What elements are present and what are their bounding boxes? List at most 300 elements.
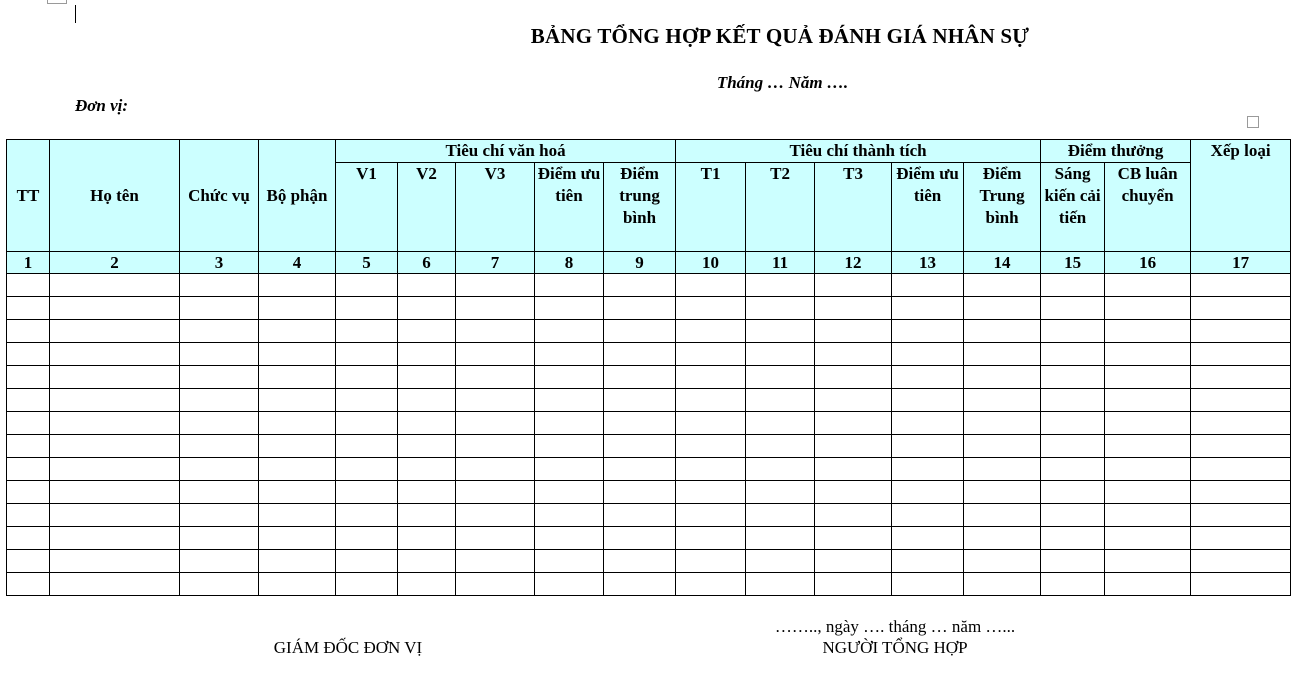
table-cell[interactable] [7, 274, 50, 297]
table-cell[interactable] [676, 320, 746, 343]
table-cell[interactable] [259, 504, 336, 527]
table-cell[interactable] [746, 504, 815, 527]
table-cell[interactable] [746, 274, 815, 297]
header-culture-group: Tiêu chí văn hoá [336, 140, 676, 163]
table-cell[interactable] [1191, 274, 1291, 297]
table-cell[interactable] [1191, 435, 1291, 458]
table-cell[interactable] [1041, 573, 1105, 596]
table-cell[interactable] [892, 550, 964, 573]
table-cell[interactable] [1105, 274, 1191, 297]
table-cell[interactable] [398, 366, 456, 389]
table-cell[interactable] [676, 343, 746, 366]
table-cell[interactable] [892, 320, 964, 343]
table-cell[interactable] [1041, 274, 1105, 297]
column-number: 11 [746, 252, 815, 274]
table-cell[interactable] [676, 274, 746, 297]
table-cell[interactable] [1041, 366, 1105, 389]
table-cell[interactable] [535, 527, 604, 550]
column-number: 13 [892, 252, 964, 274]
table-cell[interactable] [746, 527, 815, 550]
table-row [7, 412, 1291, 435]
table-cell[interactable] [746, 343, 815, 366]
table-cell[interactable] [180, 481, 259, 504]
header-t1: T1 [676, 163, 746, 252]
text-cursor [75, 5, 76, 23]
table-row [7, 320, 1291, 343]
table-cell[interactable] [398, 343, 456, 366]
table-cell[interactable] [1191, 343, 1291, 366]
table-row [7, 527, 1291, 550]
table-cell[interactable] [746, 366, 815, 389]
table-cell[interactable] [815, 573, 892, 596]
header-t2: T2 [746, 163, 815, 252]
table-cell[interactable] [398, 389, 456, 412]
table-row [7, 573, 1291, 596]
table-cell[interactable] [964, 527, 1041, 550]
header-ranking: Xếp loại [1191, 140, 1291, 252]
table-cell[interactable] [50, 412, 180, 435]
header-department: Bộ phận [259, 140, 336, 252]
table-anchor-icon [1247, 116, 1259, 128]
table-cell[interactable] [1191, 458, 1291, 481]
table-cell[interactable] [50, 481, 180, 504]
header-culture-priority: Điểm ưu tiên [535, 163, 604, 252]
table-cell[interactable] [1191, 550, 1291, 573]
table-cell[interactable] [50, 343, 180, 366]
table-cell[interactable] [336, 504, 398, 527]
table-cell[interactable] [7, 458, 50, 481]
table-cell[interactable] [676, 550, 746, 573]
table-cell[interactable] [180, 573, 259, 596]
table-cell[interactable] [259, 412, 336, 435]
table-cell[interactable] [964, 366, 1041, 389]
table-body [7, 252, 1291, 596]
table-cell[interactable] [180, 435, 259, 458]
page-title: BẢNG TỔNG HỢP KẾT QUẢ ĐÁNH GIÁ NHÂN SỰ [530, 24, 1030, 48]
table-cell[interactable] [7, 504, 50, 527]
table-cell[interactable] [398, 527, 456, 550]
table-cell[interactable] [1105, 550, 1191, 573]
table-cell[interactable] [50, 366, 180, 389]
table-cell[interactable] [456, 343, 535, 366]
table-cell[interactable] [180, 527, 259, 550]
column-number: 10 [676, 252, 746, 274]
table-cell[interactable] [336, 297, 398, 320]
table-cell[interactable] [398, 412, 456, 435]
table-cell[interactable] [259, 343, 336, 366]
table-cell[interactable] [1041, 320, 1105, 343]
table-cell[interactable] [180, 297, 259, 320]
table-cell[interactable] [1191, 389, 1291, 412]
table-cell[interactable] [815, 458, 892, 481]
table-cell[interactable] [815, 366, 892, 389]
table-cell[interactable] [892, 527, 964, 550]
table-cell[interactable] [398, 550, 456, 573]
table-cell[interactable] [336, 435, 398, 458]
table-cell[interactable] [398, 320, 456, 343]
table-cell[interactable] [604, 458, 676, 481]
table-cell[interactable] [259, 274, 336, 297]
table-cell[interactable] [676, 573, 746, 596]
table-row [7, 458, 1291, 481]
table-cell[interactable] [892, 366, 964, 389]
table-cell[interactable] [1105, 458, 1191, 481]
table-cell[interactable] [964, 435, 1041, 458]
table-cell[interactable] [50, 573, 180, 596]
table-cell[interactable] [50, 504, 180, 527]
table-cell[interactable] [456, 389, 535, 412]
table-cell[interactable] [7, 412, 50, 435]
table-cell[interactable] [746, 573, 815, 596]
table-cell[interactable] [1105, 481, 1191, 504]
table-cell[interactable] [7, 550, 50, 573]
column-number: 1 [7, 252, 50, 274]
table-cell[interactable] [180, 366, 259, 389]
table-cell[interactable] [398, 435, 456, 458]
table-cell[interactable] [676, 458, 746, 481]
table-cell[interactable] [815, 435, 892, 458]
table-cell[interactable] [604, 389, 676, 412]
table-cell[interactable] [7, 435, 50, 458]
table-cell[interactable] [815, 481, 892, 504]
table-cell[interactable] [892, 389, 964, 412]
table-cell[interactable] [1105, 435, 1191, 458]
header-tt: TT [7, 140, 50, 252]
column-number: 6 [398, 252, 456, 274]
table-cell[interactable] [535, 458, 604, 481]
table-cell[interactable] [892, 412, 964, 435]
header-achievement-average: Điểm Trung bình [964, 163, 1041, 252]
compiler-signature-label: NGƯỜI TỔNG HỢP [822, 638, 968, 657]
director-signature-label: GIÁM ĐỐC ĐƠN VỊ [273, 638, 423, 657]
table-cell[interactable] [1105, 573, 1191, 596]
table-cell[interactable] [815, 320, 892, 343]
table-cell[interactable] [259, 550, 336, 573]
table-cell[interactable] [1041, 458, 1105, 481]
table-cell[interactable] [964, 389, 1041, 412]
table-row [7, 481, 1291, 504]
table-cell[interactable] [336, 458, 398, 481]
table-cell[interactable] [746, 435, 815, 458]
table-cell[interactable] [50, 527, 180, 550]
table-cell[interactable] [535, 435, 604, 458]
table-cell[interactable] [746, 389, 815, 412]
column-number: 12 [815, 252, 892, 274]
table-cell[interactable] [1105, 504, 1191, 527]
table-cell[interactable] [336, 366, 398, 389]
table-cell[interactable] [1105, 320, 1191, 343]
table-cell[interactable] [815, 504, 892, 527]
table-cell[interactable] [259, 573, 336, 596]
header-bonus-group: Điểm thưởng [1041, 140, 1191, 163]
table-cell[interactable] [50, 550, 180, 573]
table-cell[interactable] [535, 412, 604, 435]
table-cell[interactable] [892, 481, 964, 504]
table-cell[interactable] [7, 297, 50, 320]
table-cell[interactable] [1191, 297, 1291, 320]
table-cell[interactable] [50, 274, 180, 297]
table-cell[interactable] [456, 320, 535, 343]
table-cell[interactable] [964, 481, 1041, 504]
header-t3: T3 [815, 163, 892, 252]
table-cell[interactable] [535, 481, 604, 504]
table-cell[interactable] [746, 412, 815, 435]
table-cell[interactable] [1191, 366, 1291, 389]
table-cell[interactable] [456, 458, 535, 481]
table-cell[interactable] [7, 481, 50, 504]
header-achievement-group: Tiêu chí thành tích [676, 140, 1041, 163]
column-number: 17 [1191, 252, 1291, 274]
table-cell[interactable] [1041, 412, 1105, 435]
table-cell[interactable] [336, 527, 398, 550]
table-cell[interactable] [746, 550, 815, 573]
table-cell[interactable] [180, 412, 259, 435]
table-cell[interactable] [259, 320, 336, 343]
table-cell[interactable] [1105, 343, 1191, 366]
table-cell[interactable] [892, 297, 964, 320]
table-cell[interactable] [815, 389, 892, 412]
header-v3: V3 [456, 163, 535, 252]
table-row [7, 297, 1291, 320]
table-cell[interactable] [7, 343, 50, 366]
table-cell[interactable] [604, 274, 676, 297]
table-cell[interactable] [964, 412, 1041, 435]
table-cell[interactable] [676, 297, 746, 320]
table-cell[interactable] [535, 550, 604, 573]
column-number: 15 [1041, 252, 1105, 274]
header-initiative: Sáng kiến cải tiến [1041, 163, 1105, 252]
period-line: Tháng … Năm …. [716, 73, 849, 92]
table-cell[interactable] [50, 320, 180, 343]
table-cell[interactable] [456, 435, 535, 458]
table-row [7, 435, 1291, 458]
table-cell[interactable] [1105, 297, 1191, 320]
table-row [7, 389, 1291, 412]
table-cell[interactable] [676, 435, 746, 458]
table-cell[interactable] [336, 550, 398, 573]
table-cell[interactable] [456, 550, 535, 573]
column-number: 14 [964, 252, 1041, 274]
table-cell[interactable] [1191, 481, 1291, 504]
table-row [7, 366, 1291, 389]
table-cell[interactable] [604, 412, 676, 435]
table-cell[interactable] [815, 297, 892, 320]
table-cell[interactable] [604, 435, 676, 458]
table-cell[interactable] [259, 297, 336, 320]
table-cell[interactable] [1041, 527, 1105, 550]
table-cell[interactable] [535, 320, 604, 343]
table-cell[interactable] [50, 458, 180, 481]
header-v1: V1 [336, 163, 398, 252]
table-cell[interactable] [676, 412, 746, 435]
table-row [7, 550, 1291, 573]
table-cell[interactable] [535, 573, 604, 596]
anchor-mark-icon [47, 0, 67, 4]
table-cell[interactable] [456, 481, 535, 504]
table-cell[interactable] [336, 412, 398, 435]
table-cell[interactable] [604, 504, 676, 527]
table-cell[interactable] [7, 527, 50, 550]
table-cell[interactable] [50, 389, 180, 412]
table-cell[interactable] [180, 458, 259, 481]
table-cell[interactable] [1105, 389, 1191, 412]
table-cell[interactable] [1191, 504, 1291, 527]
column-number: 5 [336, 252, 398, 274]
table-cell[interactable] [964, 274, 1041, 297]
header-achievement-priority: Điểm ưu tiên [892, 163, 964, 252]
table-cell[interactable] [180, 389, 259, 412]
table-cell[interactable] [1041, 297, 1105, 320]
header-full-name: Họ tên [50, 140, 180, 252]
date-line: …….., ngày …. tháng … năm …... [774, 617, 1016, 636]
table-cell[interactable] [180, 320, 259, 343]
table-cell[interactable] [604, 481, 676, 504]
table-cell[interactable] [892, 573, 964, 596]
table-cell[interactable] [604, 550, 676, 573]
header-position: Chức vụ [180, 140, 259, 252]
table-cell[interactable] [1191, 320, 1291, 343]
column-number: 4 [259, 252, 336, 274]
table-row [7, 504, 1291, 527]
table-cell[interactable] [604, 320, 676, 343]
header-culture-average: Điểm trung bình [604, 163, 676, 252]
evaluation-table [6, 139, 1291, 596]
table-cell[interactable] [604, 366, 676, 389]
table-cell[interactable] [336, 274, 398, 297]
table-cell[interactable] [7, 573, 50, 596]
table-cell[interactable] [964, 458, 1041, 481]
table-cell[interactable] [259, 366, 336, 389]
table-cell[interactable] [604, 527, 676, 550]
table-cell[interactable] [964, 343, 1041, 366]
table-cell[interactable] [746, 458, 815, 481]
table-cell[interactable] [535, 343, 604, 366]
table-cell[interactable] [259, 458, 336, 481]
table-cell[interactable] [676, 504, 746, 527]
table-cell[interactable] [259, 527, 336, 550]
table-cell[interactable] [535, 366, 604, 389]
table-cell[interactable] [336, 481, 398, 504]
table-cell[interactable] [398, 458, 456, 481]
table-cell[interactable] [259, 389, 336, 412]
column-number: 3 [180, 252, 259, 274]
table-cell[interactable] [180, 550, 259, 573]
header-rotation: CB luân chuyển [1105, 163, 1191, 252]
table-cell[interactable] [7, 320, 50, 343]
table-cell[interactable] [180, 504, 259, 527]
table-cell[interactable] [398, 297, 456, 320]
table-cell[interactable] [1105, 527, 1191, 550]
table-cell[interactable] [892, 274, 964, 297]
table-cell[interactable] [1105, 412, 1191, 435]
table-cell[interactable] [964, 320, 1041, 343]
table-cell[interactable] [676, 527, 746, 550]
table-cell[interactable] [964, 297, 1041, 320]
table-cell[interactable] [180, 343, 259, 366]
column-number: 8 [535, 252, 604, 274]
table-cell[interactable] [1041, 504, 1105, 527]
table-cell[interactable] [456, 274, 535, 297]
table-cell[interactable] [604, 297, 676, 320]
table-cell[interactable] [1191, 412, 1291, 435]
table-cell[interactable] [456, 297, 535, 320]
table-cell[interactable] [535, 274, 604, 297]
table-cell[interactable] [964, 550, 1041, 573]
table-cell[interactable] [259, 435, 336, 458]
table-cell[interactable] [815, 412, 892, 435]
header-v2: V2 [398, 163, 456, 252]
table-cell[interactable] [815, 550, 892, 573]
table-cell[interactable] [456, 573, 535, 596]
unit-label: Đơn vị: [75, 96, 129, 115]
table-cell[interactable] [892, 504, 964, 527]
table-cell[interactable] [50, 297, 180, 320]
table-cell[interactable] [815, 343, 892, 366]
table-cell[interactable] [1191, 527, 1291, 550]
table-cell[interactable] [50, 435, 180, 458]
table-cell[interactable] [336, 343, 398, 366]
table-cell[interactable] [815, 527, 892, 550]
table-cell[interactable] [676, 481, 746, 504]
column-number: 7 [456, 252, 535, 274]
table-cell[interactable] [892, 343, 964, 366]
table-cell[interactable] [676, 366, 746, 389]
table-cell[interactable] [892, 458, 964, 481]
table-cell[interactable] [1041, 550, 1105, 573]
table-cell[interactable] [336, 320, 398, 343]
table-cell[interactable] [456, 504, 535, 527]
table-cell[interactable] [456, 412, 535, 435]
table-cell[interactable] [7, 389, 50, 412]
column-number: 16 [1105, 252, 1191, 274]
column-number: 2 [50, 252, 180, 274]
table-row [7, 343, 1291, 366]
table-cell[interactable] [1191, 573, 1291, 596]
table-cell[interactable] [535, 389, 604, 412]
table-cell[interactable] [7, 366, 50, 389]
table-cell[interactable] [336, 573, 398, 596]
table-cell[interactable] [398, 504, 456, 527]
table-cell[interactable] [604, 573, 676, 596]
table-cell[interactable] [604, 343, 676, 366]
table-cell[interactable] [398, 274, 456, 297]
table-cell[interactable] [535, 504, 604, 527]
table-cell[interactable] [259, 481, 336, 504]
table-cell[interactable] [746, 320, 815, 343]
table-cell[interactable] [892, 435, 964, 458]
table-cell[interactable] [398, 573, 456, 596]
table-cell[interactable] [1105, 366, 1191, 389]
table-cell[interactable] [1041, 343, 1105, 366]
table-cell[interactable] [1041, 389, 1105, 412]
table-row [7, 274, 1291, 297]
table-cell[interactable] [746, 481, 815, 504]
table-cell[interactable] [1041, 481, 1105, 504]
table-cell[interactable] [535, 297, 604, 320]
column-number-row [7, 252, 1291, 274]
table-cell[interactable] [180, 274, 259, 297]
table-cell[interactable] [815, 274, 892, 297]
table-cell[interactable] [746, 297, 815, 320]
table-cell[interactable] [398, 481, 456, 504]
table-cell[interactable] [964, 573, 1041, 596]
table-cell[interactable] [456, 366, 535, 389]
table-cell[interactable] [964, 504, 1041, 527]
table-cell[interactable] [676, 389, 746, 412]
table-cell[interactable] [456, 527, 535, 550]
table-cell[interactable] [1041, 435, 1105, 458]
table-cell[interactable] [336, 389, 398, 412]
